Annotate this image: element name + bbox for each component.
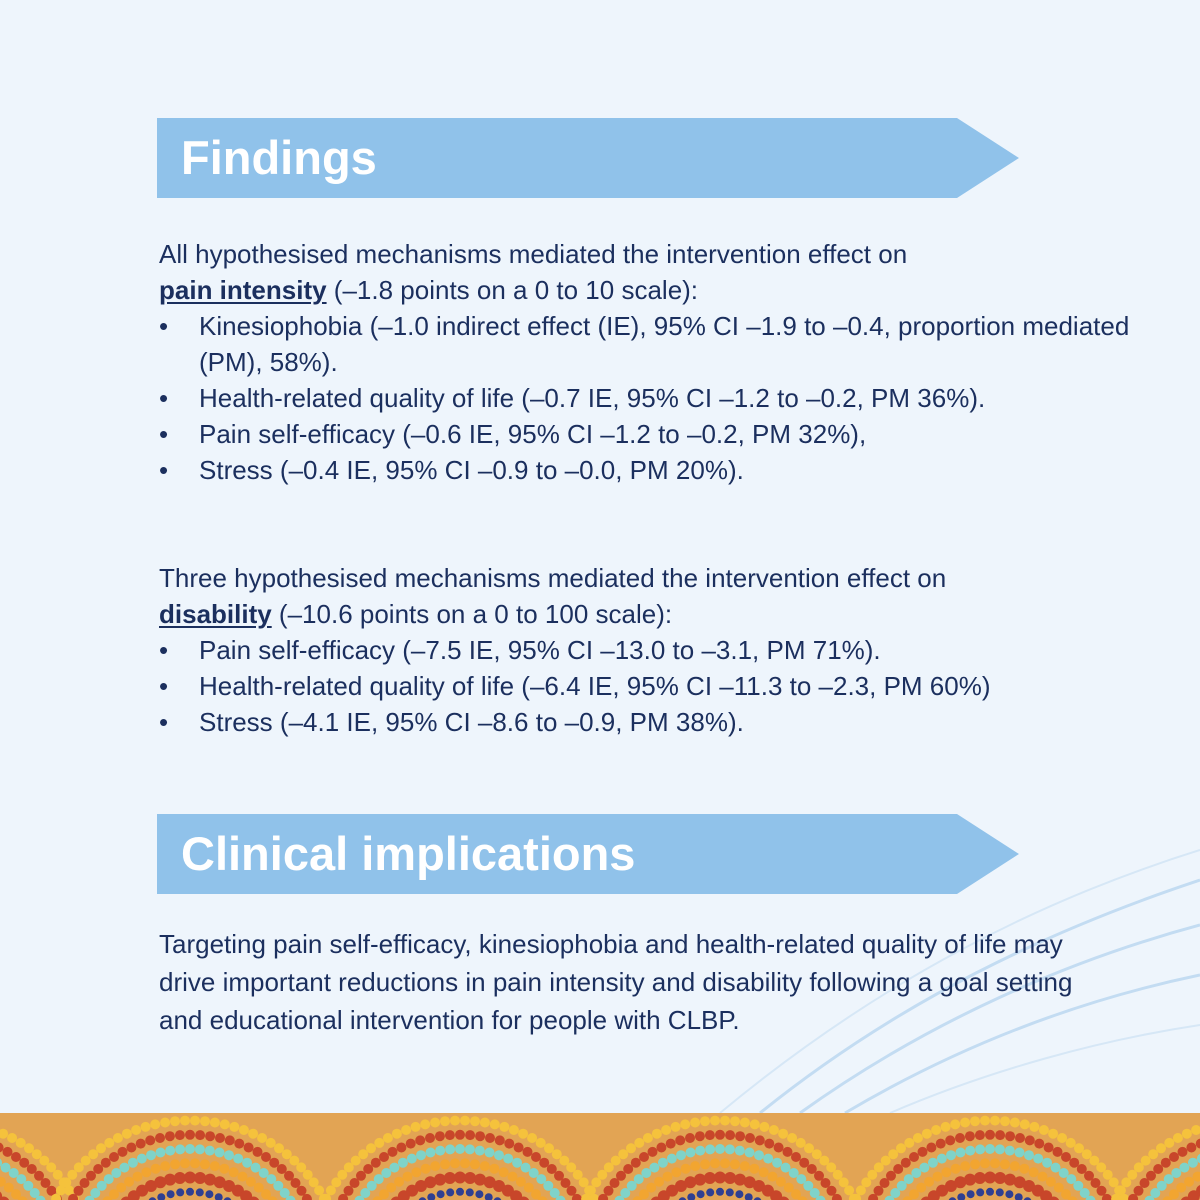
bullet-icon: • xyxy=(159,383,169,413)
implications-heading: Clinical implications xyxy=(181,827,636,880)
disability-intro-text: Three hypothesised mechanisms mediated the intervention effect on xyxy=(159,563,947,593)
pain-intensity-effect: (–1.8 points on a 0 to 10 scale): xyxy=(326,275,699,305)
bullet-icon: • xyxy=(159,707,169,737)
implications-banner xyxy=(157,814,1019,894)
pain-mechanism-list xyxy=(159,308,1149,488)
pain-intro-text: All hypothesised mechanisms mediated the intervention effect on xyxy=(159,239,908,269)
aboriginal-dot-artwork xyxy=(0,1113,1200,1200)
bullet-icon: • xyxy=(159,635,169,665)
findings-banner xyxy=(157,118,1019,198)
list-item: • Stress (–4.1 IE, 95% CI –8.6 to –0.9, PM 38%). xyxy=(159,704,1149,740)
bullet-icon: • xyxy=(159,455,169,485)
pain-intensity-intro xyxy=(159,236,1149,308)
dot-painting-pattern xyxy=(0,1113,1200,1200)
bullet-icon: • xyxy=(159,311,169,341)
pain-intensity-section xyxy=(159,236,1149,488)
disability-effect: (–10.6 points on a 0 to 100 scale): xyxy=(271,599,673,629)
pain-intensity-keyword: pain intensity xyxy=(159,275,327,305)
disability-mechanism-list xyxy=(159,632,1149,740)
list-item: • Pain self-efficacy (–0.6 IE, 95% CI –1.2 to –0.2, PM 32%), xyxy=(159,416,1149,452)
disability-keyword: disability xyxy=(159,599,272,629)
disability-section xyxy=(159,560,1149,740)
disability-intro xyxy=(159,560,1149,632)
list-item: • Stress (–0.4 IE, 95% CI –0.9 to –0.0, PM 20%). xyxy=(159,452,1149,488)
bullet-icon: • xyxy=(159,671,169,701)
list-item: • Health-related quality of life (–0.7 IE, 95% CI –1.2 to –0.2, PM 36%). xyxy=(159,380,1149,416)
implications-text: Targeting pain self-efficacy, kinesiophobia and health-related quality of life may drive important reductions in pain intensity and disability following a goal setting and educational intervention for people with CLBP. xyxy=(159,929,1073,1035)
list-item: • Kinesiophobia (–1.0 indirect effect (IE), 95% CI –1.9 to –0.4, proportion mediated (PM), 58%). xyxy=(159,308,1149,380)
list-item: • Health-related quality of life (–6.4 IE, 95% CI –11.3 to –2.3, PM 60%) xyxy=(159,668,1149,704)
findings-heading: Findings xyxy=(181,131,377,184)
bullet-icon: • xyxy=(159,419,169,449)
list-item: • Pain self-efficacy (–7.5 IE, 95% CI –13.0 to –3.1, PM 71%). xyxy=(159,632,1149,668)
